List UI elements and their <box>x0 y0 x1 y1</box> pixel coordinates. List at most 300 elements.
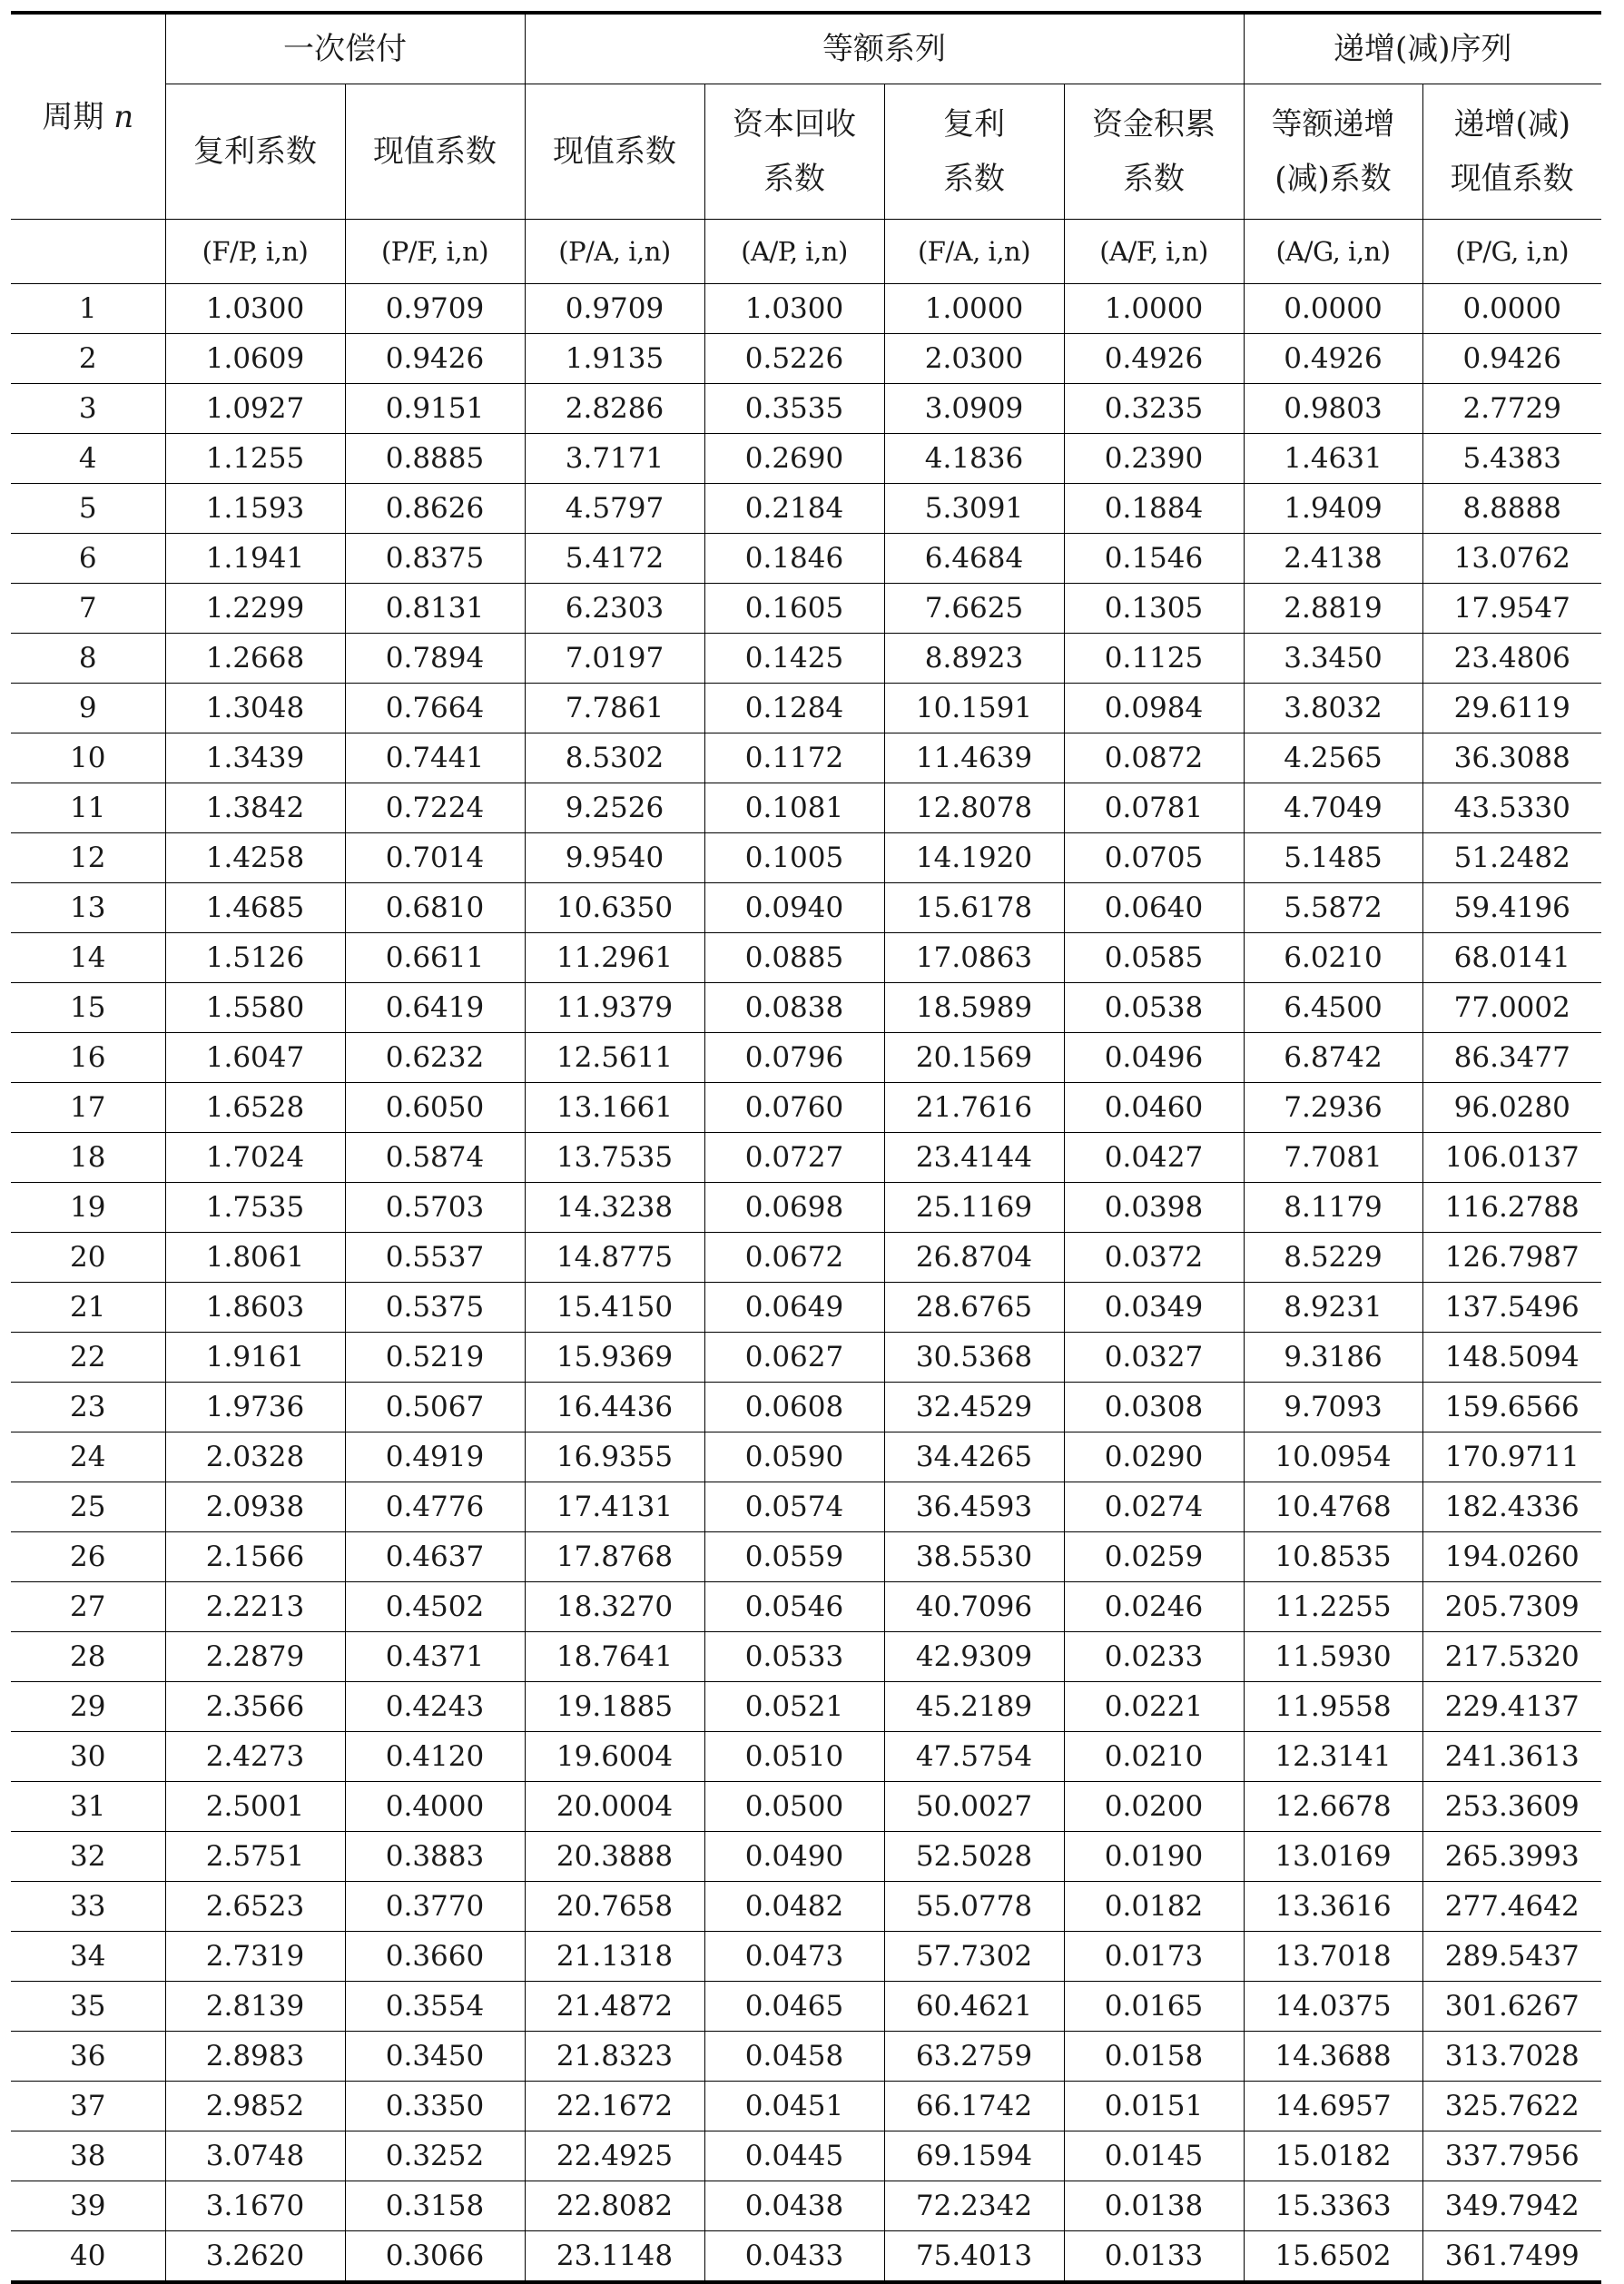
column-name-line: 复利系数 <box>193 133 317 170</box>
value-cell: 11.9379 <box>525 983 704 1033</box>
value-cell: 3.8032 <box>1244 684 1422 733</box>
value-cell: 0.0233 <box>1064 1632 1244 1682</box>
value-cell: 1.3048 <box>165 684 345 733</box>
value-cell: 68.0141 <box>1422 933 1601 983</box>
value-cell: 0.6050 <box>345 1083 525 1133</box>
value-cell: 0.0372 <box>1064 1233 1244 1283</box>
value-cell: 9.7093 <box>1244 1383 1422 1432</box>
value-cell: 43.5330 <box>1422 783 1601 833</box>
value-cell: 7.7081 <box>1244 1133 1422 1183</box>
table-header <box>11 13 1601 284</box>
column-symbol-5: (F/A, i,n) <box>884 220 1064 284</box>
table-row <box>11 1482 1601 1532</box>
value-cell: 0.3158 <box>345 2181 525 2231</box>
period-cell: 37 <box>11 2082 165 2131</box>
table-row <box>11 2231 1601 2283</box>
value-cell: 3.0909 <box>884 384 1064 434</box>
value-cell: 2.4273 <box>165 1732 345 1782</box>
value-cell: 77.0002 <box>1422 983 1601 1033</box>
value-cell: 12.5611 <box>525 1033 704 1083</box>
value-cell: 17.4131 <box>525 1482 704 1532</box>
value-cell: 20.7658 <box>525 1882 704 1932</box>
value-cell: 1.3842 <box>165 783 345 833</box>
column-name-line: 复利 <box>943 106 1005 143</box>
value-cell: 0.4502 <box>345 1582 525 1632</box>
table-row <box>11 1932 1601 1982</box>
value-cell: 1.6528 <box>165 1083 345 1133</box>
column-header-2 <box>345 84 525 220</box>
column-symbol-7: (A/G, i,n) <box>1244 220 1422 284</box>
value-cell: 1.0927 <box>165 384 345 434</box>
value-cell: 2.2213 <box>165 1582 345 1632</box>
value-cell: 1.5126 <box>165 933 345 983</box>
table-row <box>11 783 1601 833</box>
value-cell: 1.1593 <box>165 484 345 534</box>
value-cell: 0.0496 <box>1064 1033 1244 1083</box>
value-cell: 0.3066 <box>345 2231 525 2283</box>
value-cell: 0.1425 <box>704 634 884 684</box>
value-cell: 1.1255 <box>165 434 345 484</box>
value-cell: 106.0137 <box>1422 1133 1601 1183</box>
value-cell: 22.1672 <box>525 2082 704 2131</box>
value-cell: 1.9161 <box>165 1333 345 1383</box>
value-cell: 0.4637 <box>345 1532 525 1582</box>
period-cell: 22 <box>11 1333 165 1383</box>
value-cell: 0.0145 <box>1064 2131 1244 2181</box>
value-cell: 0.0796 <box>704 1033 884 1083</box>
value-cell: 361.7499 <box>1422 2231 1601 2283</box>
value-cell: 9.9540 <box>525 833 704 883</box>
value-cell: 17.0863 <box>884 933 1064 983</box>
period-cell: 40 <box>11 2231 165 2283</box>
value-cell: 20.0004 <box>525 1782 704 1832</box>
value-cell: 0.1546 <box>1064 534 1244 584</box>
value-cell: 21.8323 <box>525 2032 704 2082</box>
column-header-1 <box>165 84 345 220</box>
value-cell: 148.5094 <box>1422 1333 1601 1383</box>
value-cell: 0.0221 <box>1064 1682 1244 1732</box>
value-cell: 11.9558 <box>1244 1682 1422 1732</box>
value-cell: 0.3554 <box>345 1982 525 2032</box>
period-cell: 33 <box>11 1882 165 1932</box>
value-cell: 18.5989 <box>884 983 1064 1033</box>
value-cell: 14.3238 <box>525 1183 704 1233</box>
period-cell: 18 <box>11 1133 165 1183</box>
value-cell: 0.3450 <box>345 2032 525 2082</box>
value-cell: 0.9426 <box>345 334 525 384</box>
value-cell: 0.1081 <box>704 783 884 833</box>
value-cell: 0.0246 <box>1064 1582 1244 1632</box>
value-cell: 2.0328 <box>165 1432 345 1482</box>
period-cell: 6 <box>11 534 165 584</box>
period-cell: 34 <box>11 1932 165 1982</box>
table-row <box>11 983 1601 1033</box>
table-row <box>11 2082 1601 2131</box>
value-cell: 10.4768 <box>1244 1482 1422 1532</box>
table-row <box>11 1832 1601 1882</box>
value-cell: 0.0885 <box>704 933 884 983</box>
value-cell: 63.2759 <box>884 2032 1064 2082</box>
value-cell: 2.4138 <box>1244 534 1422 584</box>
value-cell: 0.9803 <box>1244 384 1422 434</box>
value-cell: 253.3609 <box>1422 1782 1601 1832</box>
period-cell: 28 <box>11 1632 165 1682</box>
period-cell: 9 <box>11 684 165 733</box>
value-cell: 59.4196 <box>1422 883 1601 933</box>
value-cell: 14.8775 <box>525 1233 704 1283</box>
value-cell: 217.5320 <box>1422 1632 1601 1682</box>
value-cell: 0.0460 <box>1064 1083 1244 1133</box>
value-cell: 0.0158 <box>1064 2032 1244 2082</box>
value-cell: 16.9355 <box>525 1432 704 1482</box>
value-cell: 3.0748 <box>165 2131 345 2181</box>
value-cell: 0.0308 <box>1064 1383 1244 1432</box>
value-cell: 12.8078 <box>884 783 1064 833</box>
table-row <box>11 1632 1601 1682</box>
value-cell: 0.0533 <box>704 1632 884 1682</box>
value-cell: 0.3350 <box>345 2082 525 2131</box>
table-row <box>11 1982 1601 2032</box>
value-cell: 3.3450 <box>1244 634 1422 684</box>
value-cell: 0.7014 <box>345 833 525 883</box>
value-cell: 0.0138 <box>1064 2181 1244 2231</box>
value-cell: 0.3252 <box>345 2131 525 2181</box>
value-cell: 0.4919 <box>345 1432 525 1482</box>
value-cell: 10.8535 <box>1244 1532 1422 1582</box>
value-cell: 0.0521 <box>704 1682 884 1732</box>
period-cell: 17 <box>11 1083 165 1133</box>
value-cell: 4.1836 <box>884 434 1064 484</box>
value-cell: 0.0627 <box>704 1333 884 1383</box>
value-cell: 1.0300 <box>704 284 884 334</box>
value-cell: 6.8742 <box>1244 1033 1422 1083</box>
column-header-5 <box>884 84 1064 220</box>
value-cell: 0.0838 <box>704 983 884 1033</box>
table-row <box>11 534 1601 584</box>
value-cell: 0.1884 <box>1064 484 1244 534</box>
value-cell: 2.9852 <box>165 2082 345 2131</box>
table-row <box>11 684 1601 733</box>
period-variable: n <box>113 98 134 135</box>
value-cell: 0.2184 <box>704 484 884 534</box>
value-cell: 19.1885 <box>525 1682 704 1732</box>
value-cell: 15.9369 <box>525 1333 704 1383</box>
value-cell: 18.3270 <box>525 1582 704 1632</box>
value-cell: 0.5226 <box>704 334 884 384</box>
value-cell: 23.4806 <box>1422 634 1601 684</box>
value-cell: 1.0300 <box>165 284 345 334</box>
period-cell: 29 <box>11 1682 165 1732</box>
value-cell: 126.7987 <box>1422 1233 1601 1283</box>
value-cell: 1.7535 <box>165 1183 345 1233</box>
period-cell: 23 <box>11 1383 165 1432</box>
column-symbol-1: (F/P, i,n) <box>165 220 345 284</box>
value-cell: 0.6611 <box>345 933 525 983</box>
value-cell: 301.6267 <box>1422 1982 1601 2032</box>
period-cell: 36 <box>11 2032 165 2082</box>
value-cell: 40.7096 <box>884 1582 1064 1632</box>
value-cell: 19.6004 <box>525 1732 704 1782</box>
value-cell: 0.3770 <box>345 1882 525 1932</box>
value-cell: 0.2390 <box>1064 434 1244 484</box>
period-cell: 24 <box>11 1432 165 1482</box>
value-cell: 0.6810 <box>345 883 525 933</box>
value-cell: 57.7302 <box>884 1932 1064 1982</box>
value-cell: 0.0210 <box>1064 1732 1244 1782</box>
period-cell: 38 <box>11 2131 165 2181</box>
table-row <box>11 1582 1601 1632</box>
column-name-line: 资本回收 <box>733 106 856 143</box>
column-name-line: 资金积累 <box>1092 106 1216 143</box>
value-cell: 0.0473 <box>704 1932 884 1982</box>
value-cell: 22.4925 <box>525 2131 704 2181</box>
value-cell: 1.8603 <box>165 1283 345 1333</box>
value-cell: 0.0500 <box>704 1782 884 1832</box>
column-symbol-8: (P/G, i,n) <box>1422 220 1601 284</box>
value-cell: 0.0290 <box>1064 1432 1244 1482</box>
value-cell: 325.7622 <box>1422 2082 1601 2131</box>
value-cell: 0.5874 <box>345 1133 525 1183</box>
value-cell: 0.3883 <box>345 1832 525 1882</box>
period-cell: 10 <box>11 733 165 783</box>
value-cell: 0.1305 <box>1064 584 1244 634</box>
value-cell: 8.8923 <box>884 634 1064 684</box>
value-cell: 55.0778 <box>884 1882 1064 1932</box>
value-cell: 17.8768 <box>525 1532 704 1582</box>
value-cell: 16.4436 <box>525 1383 704 1432</box>
value-cell: 0.8626 <box>345 484 525 534</box>
period-cell: 32 <box>11 1832 165 1882</box>
value-cell: 4.7049 <box>1244 783 1422 833</box>
column-name-line: 系数 <box>1123 161 1185 197</box>
value-cell: 0.0327 <box>1064 1333 1244 1383</box>
value-cell: 182.4336 <box>1422 1482 1601 1532</box>
value-cell: 0.0608 <box>704 1383 884 1432</box>
value-cell: 1.9135 <box>525 334 704 384</box>
value-cell: 36.3088 <box>1422 733 1601 783</box>
interest-factor-table <box>11 11 1601 2284</box>
value-cell: 13.3616 <box>1244 1882 1422 1932</box>
value-cell: 32.4529 <box>884 1383 1064 1432</box>
value-cell: 10.1591 <box>884 684 1064 733</box>
value-cell: 0.3235 <box>1064 384 1244 434</box>
value-cell: 12.3141 <box>1244 1732 1422 1782</box>
value-cell: 2.0300 <box>884 334 1064 384</box>
value-cell: 5.3091 <box>884 484 1064 534</box>
table-row <box>11 1532 1601 1582</box>
value-cell: 0.4000 <box>345 1782 525 1832</box>
value-cell: 22.8082 <box>525 2181 704 2231</box>
value-cell: 0.5067 <box>345 1383 525 1432</box>
period-cell: 4 <box>11 434 165 484</box>
value-cell: 1.2668 <box>165 634 345 684</box>
value-cell: 116.2788 <box>1422 1183 1601 1233</box>
period-cell: 15 <box>11 983 165 1033</box>
value-cell: 0.0000 <box>1422 284 1601 334</box>
value-cell: 0.3660 <box>345 1932 525 1982</box>
value-cell: 0.0173 <box>1064 1932 1244 1982</box>
period-cell: 14 <box>11 933 165 983</box>
period-cell: 19 <box>11 1183 165 1233</box>
value-cell: 34.4265 <box>884 1432 1064 1482</box>
value-cell: 13.1661 <box>525 1083 704 1133</box>
value-cell: 0.0133 <box>1064 2231 1244 2283</box>
value-cell: 0.7894 <box>345 634 525 684</box>
value-cell: 2.3566 <box>165 1682 345 1732</box>
value-cell: 0.0165 <box>1064 1982 1244 2032</box>
value-cell: 23.4144 <box>884 1133 1064 1183</box>
table-row <box>11 1882 1601 1932</box>
value-cell: 20.3888 <box>525 1832 704 1882</box>
value-cell: 0.1125 <box>1064 634 1244 684</box>
table-row <box>11 833 1601 883</box>
value-cell: 2.8139 <box>165 1982 345 2032</box>
group-header-uniform-series: 等额系列 <box>525 13 1244 84</box>
value-cell: 0.0538 <box>1064 983 1244 1033</box>
value-cell: 13.7018 <box>1244 1932 1422 1982</box>
value-cell: 1.7024 <box>165 1133 345 1183</box>
table-row <box>11 1732 1601 1782</box>
value-cell: 21.1318 <box>525 1932 704 1982</box>
value-cell: 0.1605 <box>704 584 884 634</box>
value-cell: 2.6523 <box>165 1882 345 1932</box>
value-cell: 7.2936 <box>1244 1083 1422 1133</box>
value-cell: 1.1941 <box>165 534 345 584</box>
value-cell: 8.5302 <box>525 733 704 783</box>
table-row <box>11 584 1601 634</box>
value-cell: 6.4500 <box>1244 983 1422 1033</box>
value-cell: 0.0698 <box>704 1183 884 1233</box>
value-cell: 1.6047 <box>165 1033 345 1083</box>
period-header <box>11 13 165 220</box>
value-cell: 15.0182 <box>1244 2131 1422 2181</box>
table-row <box>11 384 1601 434</box>
value-cell: 0.0200 <box>1064 1782 1244 1832</box>
value-cell: 159.6566 <box>1422 1383 1601 1432</box>
value-cell: 0.0727 <box>704 1133 884 1183</box>
table-row <box>11 1233 1601 1283</box>
period-cell: 26 <box>11 1532 165 1582</box>
value-cell: 9.2526 <box>525 783 704 833</box>
value-cell: 0.0546 <box>704 1582 884 1632</box>
value-cell: 0.0182 <box>1064 1882 1244 1932</box>
value-cell: 277.4642 <box>1422 1882 1601 1932</box>
table-row <box>11 634 1601 684</box>
value-cell: 15.6502 <box>1244 2231 1422 2283</box>
group-header-single-payment: 一次偿付 <box>165 13 525 84</box>
value-cell: 72.2342 <box>884 2181 1064 2231</box>
period-cell: 1 <box>11 284 165 334</box>
table-row <box>11 284 1601 334</box>
value-cell: 2.5751 <box>165 1832 345 1882</box>
value-cell: 0.7664 <box>345 684 525 733</box>
value-cell: 8.5229 <box>1244 1233 1422 1283</box>
period-cell: 11 <box>11 783 165 833</box>
value-cell: 0.2690 <box>704 434 884 484</box>
value-cell: 0.0151 <box>1064 2082 1244 2131</box>
value-cell: 0.4926 <box>1244 334 1422 384</box>
value-cell: 15.3363 <box>1244 2181 1422 2231</box>
value-cell: 6.0210 <box>1244 933 1422 983</box>
value-cell: 194.0260 <box>1422 1532 1601 1582</box>
period-label: 周期 <box>42 98 104 135</box>
value-cell: 3.2620 <box>165 2231 345 2283</box>
value-cell: 0.0872 <box>1064 733 1244 783</box>
value-cell: 265.3993 <box>1422 1832 1601 1882</box>
table-body <box>11 284 1601 2283</box>
value-cell: 1.9736 <box>165 1383 345 1432</box>
period-cell: 12 <box>11 833 165 883</box>
value-cell: 1.4685 <box>165 883 345 933</box>
value-cell: 23.1148 <box>525 2231 704 2283</box>
value-cell: 1.8061 <box>165 1233 345 1283</box>
value-cell: 137.5496 <box>1422 1283 1601 1333</box>
value-cell: 17.9547 <box>1422 584 1601 634</box>
table-row <box>11 1383 1601 1432</box>
value-cell: 0.0274 <box>1064 1482 1244 1532</box>
value-cell: 0.0574 <box>704 1482 884 1532</box>
column-header-8 <box>1422 84 1601 220</box>
value-cell: 3.1670 <box>165 2181 345 2231</box>
value-cell: 4.2565 <box>1244 733 1422 783</box>
value-cell: 0.8375 <box>345 534 525 584</box>
value-cell: 0.3535 <box>704 384 884 434</box>
period-cell: 8 <box>11 634 165 684</box>
value-cell: 0.1284 <box>704 684 884 733</box>
value-cell: 0.0427 <box>1064 1133 1244 1183</box>
value-cell: 6.2303 <box>525 584 704 634</box>
table-row <box>11 1283 1601 1333</box>
value-cell: 1.3439 <box>165 733 345 783</box>
value-cell: 0.4926 <box>1064 334 1244 384</box>
value-cell: 0.0705 <box>1064 833 1244 883</box>
value-cell: 96.0280 <box>1422 1083 1601 1133</box>
value-cell: 0.7441 <box>345 733 525 783</box>
value-cell: 289.5437 <box>1422 1932 1601 1982</box>
period-cell: 20 <box>11 1233 165 1283</box>
table-row <box>11 2131 1601 2181</box>
period-cell: 13 <box>11 883 165 933</box>
value-cell: 66.1742 <box>884 2082 1064 2131</box>
value-cell: 10.6350 <box>525 883 704 933</box>
column-name-line: 现值系数 <box>553 133 676 170</box>
value-cell: 2.8286 <box>525 384 704 434</box>
value-cell: 0.0398 <box>1064 1183 1244 1233</box>
value-cell: 13.7535 <box>525 1133 704 1183</box>
value-cell: 11.4639 <box>884 733 1064 783</box>
value-cell: 45.2189 <box>884 1682 1064 1732</box>
period-cell: 7 <box>11 584 165 634</box>
value-cell: 11.2961 <box>525 933 704 983</box>
value-cell: 229.4137 <box>1422 1682 1601 1732</box>
value-cell: 0.5375 <box>345 1283 525 1333</box>
value-cell: 21.4872 <box>525 1982 704 2032</box>
value-cell: 2.5001 <box>165 1782 345 1832</box>
value-cell: 4.5797 <box>525 484 704 534</box>
period-symbol-cell <box>11 220 165 284</box>
value-cell: 25.1169 <box>884 1183 1064 1233</box>
value-cell: 0.9709 <box>525 284 704 334</box>
value-cell: 36.4593 <box>884 1482 1064 1532</box>
value-cell: 0.7224 <box>345 783 525 833</box>
value-cell: 69.1594 <box>884 2131 1064 2181</box>
value-cell: 15.4150 <box>525 1283 704 1333</box>
value-cell: 0.5703 <box>345 1183 525 1233</box>
period-cell: 35 <box>11 1982 165 2032</box>
column-symbol-6: (A/F, i,n) <box>1064 220 1244 284</box>
value-cell: 1.0609 <box>165 334 345 384</box>
value-cell: 0.0433 <box>704 2231 884 2283</box>
